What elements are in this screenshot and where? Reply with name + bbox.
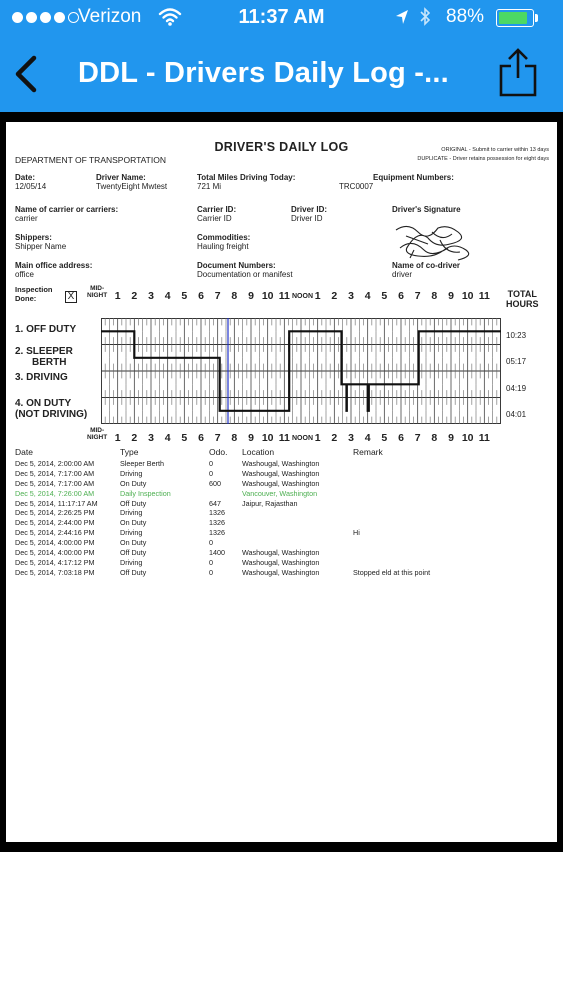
log-entry-odo: 1326	[209, 518, 225, 528]
total-miles-field: Total Miles Driving Today: 721 Mi	[197, 173, 296, 191]
date-field: Date: 12/05/14	[15, 173, 47, 191]
battery-icon	[496, 9, 534, 27]
top-hour-noon: NOON	[292, 293, 313, 300]
department-label: DEPARTMENT OF TRANSPORTATION	[15, 155, 166, 165]
top-hour-am-6: 6	[198, 290, 204, 302]
log-entry-row	[15, 489, 535, 499]
log-entry-remark: Hi	[353, 528, 360, 538]
inspection-checkbox: X	[65, 291, 77, 303]
log-entry-odo: 0	[209, 459, 213, 468]
log-entry-date: Dec 5, 2014, 7:03:18 PM	[15, 567, 95, 577]
top-hour-am-3: 3	[148, 290, 154, 302]
total-off-duty: 10:23	[506, 331, 527, 340]
log-entry-type: Driving	[120, 528, 143, 538]
equipment-numbers-value: TRC0007	[339, 182, 374, 191]
location-arrow-icon	[394, 8, 410, 26]
page-title: DDL - Drivers Daily Log -...	[78, 57, 449, 89]
log-entry-row	[15, 459, 535, 469]
inspection-label: Inspection Done:	[15, 285, 53, 303]
bottom-hour-am-5: 5	[181, 432, 188, 444]
log-entry-date: Dec 5, 2014, 7:17:00 AM	[15, 468, 95, 478]
bottom-hour-pm-4: 4	[364, 432, 371, 444]
duplicate-note: DUPLICATE - Driver retains possession for eight days	[417, 156, 549, 162]
log-entry-remark: Stopped eld at this point	[353, 567, 431, 577]
battery-tip	[535, 14, 538, 22]
log-entry-date: Dec 5, 2014, 2:00:00 AM	[15, 459, 95, 468]
log-entry-row	[15, 518, 535, 528]
top-hour-am-1: 1	[114, 290, 121, 302]
document-title: DRIVER'S DAILY LOG	[214, 140, 349, 154]
top-hour-pm-4: 4	[364, 290, 371, 302]
log-entry-odo: 1326	[209, 508, 225, 518]
top-hour-pm-3: 3	[348, 290, 354, 302]
midnight-label-bottom: MID- NIGHT	[87, 427, 108, 441]
bottom-hour-pm-9: 9	[448, 432, 454, 444]
status-bar	[0, 0, 563, 36]
log-entry-type: Daily Inspection	[120, 488, 171, 498]
log-header-location: Location	[242, 447, 275, 457]
log-entry-date: Dec 5, 2014, 11:17:17 AM	[15, 498, 98, 508]
log-entry-type: Driving	[120, 468, 143, 478]
share-icon[interactable]	[496, 46, 540, 98]
log-entry-location: Vancouver, Washington	[242, 488, 318, 498]
bottom-hour-pm-5: 5	[381, 432, 388, 444]
daily-log-sheet	[6, 122, 557, 842]
top-hour-am-9: 9	[248, 290, 254, 302]
shippers-field: Shippers: Shipper Name	[15, 233, 67, 251]
top-hour-pm-5: 5	[381, 290, 388, 302]
document-numbers-field: Document Numbers: Documentation or manifest	[197, 261, 293, 279]
log-entry-odo: 0	[209, 557, 213, 567]
log-entry-type: Driving	[120, 557, 143, 567]
top-hour-pm-2: 2	[331, 290, 338, 302]
main-office-field: Main office address: office	[15, 261, 93, 279]
log-entry-odo: 0	[209, 567, 213, 577]
log-entry-date: Dec 5, 2014, 4:17:12 PM	[15, 557, 95, 567]
top-hour-am-7: 7	[214, 290, 221, 302]
log-entry-type: On Duty	[120, 538, 147, 548]
top-hour-pm-8: 8	[431, 290, 438, 302]
bottom-hour-pm-10: 10	[461, 432, 474, 444]
log-header-remark: Remark	[353, 447, 383, 457]
total-on-duty: 04:01	[506, 410, 527, 419]
log-entry-location: Washougal, Washington	[242, 548, 320, 558]
top-hour-pm-1: 1	[314, 290, 321, 302]
top-hour-am-2: 2	[131, 290, 138, 302]
top-hour-am-5: 5	[181, 290, 188, 302]
log-header-type: Type	[120, 447, 139, 457]
driver-name-field: Driver Name: TwentyEight Mwtest	[96, 173, 168, 191]
driver-id-field: Driver ID: Driver ID	[291, 205, 328, 223]
status-label-off-duty: 1. OFF DUTY	[15, 324, 77, 335]
bottom-hour-am-6: 6	[198, 432, 204, 444]
log-entry-type: Off Duty	[120, 548, 147, 558]
log-entry-row	[15, 568, 535, 578]
bottom-hour-am-7: 7	[214, 432, 221, 444]
document-viewer[interactable]	[0, 112, 563, 852]
carrier-name: Verizon	[78, 6, 142, 27]
top-hour-pm-10: 10	[461, 290, 474, 302]
log-header-date: Date	[15, 447, 33, 457]
driver-signature-image	[388, 220, 478, 264]
log-entry-row	[15, 469, 535, 479]
bottom-hour-pm-2: 2	[331, 432, 338, 444]
top-hour-am-4: 4	[164, 290, 171, 302]
log-entry-location: Washougal, Washington	[242, 468, 320, 478]
midnight-label-top: MID- NIGHT	[87, 285, 108, 299]
log-entry-location: Washougal, Washington	[242, 557, 320, 567]
top-hour-am-11: 11	[278, 290, 290, 302]
log-entry-type: Off Duty	[120, 567, 147, 577]
status-label-on-duty: 4. ON DUTY (NOT DRIVING)	[15, 398, 88, 420]
bottom-hour-am-4: 4	[164, 432, 171, 444]
bottom-hour-pm-8: 8	[431, 432, 438, 444]
bottom-hour-pm-7: 7	[414, 432, 421, 444]
log-entry-date: Dec 5, 2014, 2:44:16 PM	[15, 528, 95, 538]
log-header-odo: Odo.	[209, 447, 228, 457]
log-entry-row	[15, 479, 535, 489]
log-entry-location: Washougal, Washington	[242, 459, 320, 468]
total-sleeper-berth: 05:17	[506, 357, 527, 366]
bottom-hour-pm-3: 3	[348, 432, 354, 444]
log-entries	[15, 459, 535, 578]
bottom-hour-noon: NOON	[292, 435, 313, 442]
log-entry-date: Dec 5, 2014, 7:26:00 AM	[15, 488, 95, 498]
log-entry-date: Dec 5, 2014, 7:17:00 AM	[15, 478, 95, 488]
top-hour-pm-9: 9	[448, 290, 454, 302]
log-entry-date: Dec 5, 2014, 4:00:00 PM	[15, 538, 95, 548]
top-hour-pm-6: 6	[398, 290, 404, 302]
top-hour-am-10: 10	[261, 290, 274, 302]
log-entry-row	[15, 548, 535, 558]
log-entry-odo: 0	[209, 538, 213, 548]
bottom-hour-am-11: 11	[278, 432, 290, 444]
carrier-id-field: Carrier ID: Carrier ID	[197, 205, 237, 223]
chevron-left-icon[interactable]	[10, 52, 46, 96]
total-driving: 04:19	[506, 384, 527, 393]
log-entry-row	[15, 558, 535, 568]
log-entry-row	[15, 508, 535, 518]
co-driver-field: Name of co-driver driver	[392, 261, 461, 279]
equipment-numbers-label: Equipment Numbers:	[373, 173, 454, 182]
log-entry-odo: 1326	[209, 528, 225, 538]
top-hour-pm-11: 11	[478, 290, 490, 302]
bottom-hour-pm-11: 11	[478, 432, 490, 444]
log-entry-location: Jaipur, Rajasthan	[242, 498, 298, 508]
bottom-hour-am-10: 10	[261, 432, 274, 444]
log-entry-odo: 600	[209, 478, 221, 488]
log-entry-type: Off Duty	[120, 498, 147, 508]
log-entry-odo: 647	[209, 498, 221, 508]
log-entry-row	[15, 538, 535, 548]
status-label-sleeper-berth: 2. SLEEPER BERTH	[15, 346, 73, 368]
carrier-name-field: Name of carrier or carriers: carrier	[15, 205, 119, 223]
bottom-hour-am-9: 9	[248, 432, 254, 444]
bottom-hour-am-8: 8	[231, 432, 238, 444]
top-hour-am-8: 8	[231, 290, 238, 302]
log-entry-type: Driving	[120, 508, 143, 518]
log-entry-location: Washougal, Washington	[242, 478, 320, 488]
log-entry-date: Dec 5, 2014, 2:44:00 PM	[15, 518, 95, 528]
log-entry-odo: 0	[209, 468, 213, 478]
status-time: 11:37 AM	[238, 6, 325, 28]
bottom-hour-am-1: 1	[114, 432, 121, 444]
top-bar	[0, 0, 563, 112]
bottom-hour-am-3: 3	[148, 432, 154, 444]
battery-level	[499, 12, 527, 24]
log-entry-date: Dec 5, 2014, 2:26:25 PM	[15, 508, 95, 518]
bluetooth-icon	[418, 6, 432, 28]
bottom-hour-pm-1: 1	[314, 432, 321, 444]
log-entry-odo: 1400	[209, 548, 225, 558]
log-entry-location: Washougal, Washington	[242, 567, 320, 577]
log-entry-type: Sleeper Berth	[120, 459, 164, 468]
status-label-driving: 3. DRIVING	[15, 372, 68, 383]
log-entry-row	[15, 528, 535, 538]
bottom-hour-am-2: 2	[131, 432, 138, 444]
log-entry-type: On Duty	[120, 518, 147, 528]
top-hour-pm-7: 7	[414, 290, 421, 302]
total-hours-header: TOTAL HOURS	[506, 289, 539, 309]
copy-notes	[417, 146, 549, 164]
log-entry-row	[15, 499, 535, 509]
bottom-hour-pm-6: 6	[398, 432, 404, 444]
duty-status-graph	[101, 318, 501, 424]
commodities-field: Commodities: Hauling freight	[197, 233, 251, 251]
original-note: ORIGINAL - Submit to carrier within 13 days	[441, 147, 549, 153]
log-entry-type: On Duty	[120, 478, 147, 488]
log-entry-date: Dec 5, 2014, 4:00:00 PM	[15, 548, 95, 558]
battery-percent: 88%	[446, 6, 485, 27]
navigation-bar	[0, 38, 563, 112]
signature-label: Driver's Signature	[392, 205, 461, 214]
